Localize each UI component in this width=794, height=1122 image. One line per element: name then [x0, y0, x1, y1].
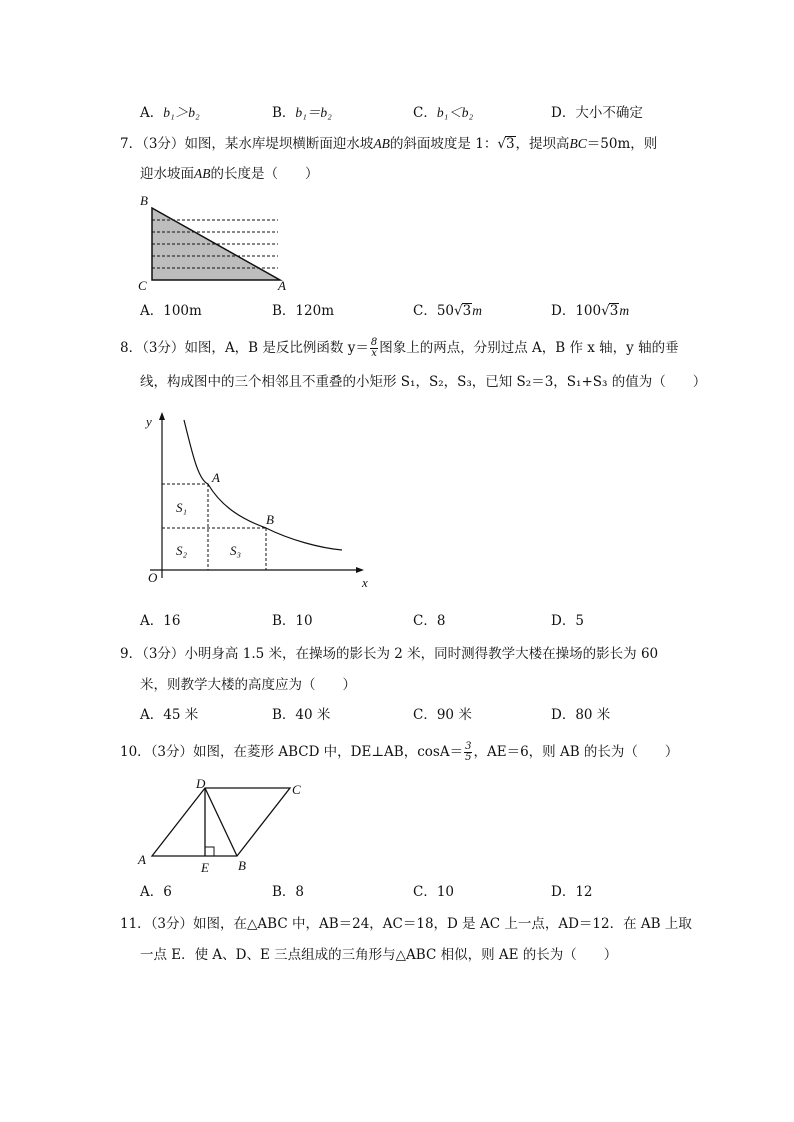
q7-dam-triangle — [152, 208, 280, 280]
q11-stem-line1: 11．（3分）如图，在△ABC 中，AB＝24，AC＝18，D 是 AC 上一点，AD＝12．在 AB 上取 — [120, 916, 692, 932]
q9-option-b: B．40 米 — [272, 707, 331, 723]
q8-label-o: O — [148, 570, 158, 585]
q9-stem-line1: 9．（3分）小明身高 1.5 米，在操场的影长为 2 米，同时测得教学大楼在操场的影长为 60 — [120, 646, 659, 662]
q8-label-x: x — [362, 575, 368, 590]
q10-option-a: A．6 — [140, 884, 172, 900]
q6-option-d: D．大小不确定 — [551, 105, 643, 121]
q8-stem-line1: 8．（3分）如图，A，B 是反比例函数 y＝ $\frac{8}{x}$ 图象上的两点，分别过点 A，B 作 x 轴，y 轴的垂 — [120, 337, 679, 359]
q7-option-a: A．100m — [140, 303, 202, 319]
q8-option-d: D．5 — [551, 613, 584, 629]
q8-y-arrow — [159, 412, 165, 420]
q7-label-b: B — [140, 193, 148, 208]
q6-option-c: C．b₁＜b₂ — [413, 105, 474, 121]
q10-option-d: D．12 — [551, 884, 593, 900]
q7-label-c: C — [138, 278, 147, 293]
q8-label-s3: S₃ — [230, 543, 242, 558]
q10-fraction: $\frac{3}{5}$ — [465, 741, 472, 763]
q7-stem-line2: 迎水坡面AB的长度是（ ） — [140, 166, 319, 182]
q8-label-s1: S₁ — [176, 500, 188, 515]
q10-stem-line1: 10．（3分）如图，在菱形 ABCD 中，DE⊥AB，cosA＝ $\frac{3}{5}$ ，AE＝6，则 AB 的长为（ ） — [120, 741, 679, 763]
q8-label-s2: S₂ — [176, 543, 188, 558]
q9-option-c: C．90 米 — [413, 707, 472, 723]
q10-label-a: A — [138, 852, 146, 867]
q6-option-a: A．b₁＞b₂ — [140, 105, 200, 121]
q10-figure — [130, 776, 320, 876]
q8-figure — [140, 410, 380, 590]
q10-label-e: E — [201, 860, 209, 875]
q8-label-b: B — [266, 512, 274, 527]
q7-figure — [130, 190, 300, 294]
q9-stem-line2: 米，则教学大楼的高度应为（ ） — [140, 677, 356, 693]
q8-stem-line2: 线，构成图中的三个相邻且不重叠的小矩形 S₁，S₂，S₃，已知 S₂＝3，S₁+S₃ 的值为（ ） — [140, 374, 707, 390]
q10-label-c: C — [292, 782, 301, 797]
q8-option-b: B．10 — [272, 613, 313, 629]
q7-option-d: D．100√3m — [551, 303, 630, 319]
q7-option-b: B．120m — [272, 303, 334, 319]
q10-segment-db — [205, 788, 237, 856]
q11-stem-line2: 一点 E．使 A、D、E 三点组成的三角形与△ABC 相似，则 AE 的长为（ ） — [140, 947, 618, 963]
q10-option-c: C．10 — [413, 884, 455, 900]
q8-label-a: A — [212, 470, 220, 485]
q10-right-angle-mark — [205, 847, 214, 856]
q7-label-a: A — [278, 278, 286, 293]
q9-option-a: A．45 米 — [140, 707, 199, 723]
q7-option-c: C．50√3m — [413, 303, 482, 319]
q8-option-a: A．16 — [140, 613, 181, 629]
q6-option-b: B．b₁＝b₂ — [272, 105, 332, 121]
q10-label-b: B — [238, 858, 246, 873]
q8-fraction: $\frac{8}{x}$ — [370, 337, 378, 359]
q8-x-arrow — [356, 567, 364, 573]
q9-option-d: D．80 米 — [551, 707, 611, 723]
q10-label-d: D — [196, 776, 206, 791]
q7-stem-line1: 7．（3分）如图，某水库堤坝横断面迎水坡AB的斜面坡度是 1：√3，提坝高BC＝50m，则 — [120, 136, 658, 152]
q8-label-y: y — [146, 414, 152, 429]
q10-option-b: B．8 — [272, 884, 305, 900]
q8-option-c: C．8 — [413, 613, 446, 629]
